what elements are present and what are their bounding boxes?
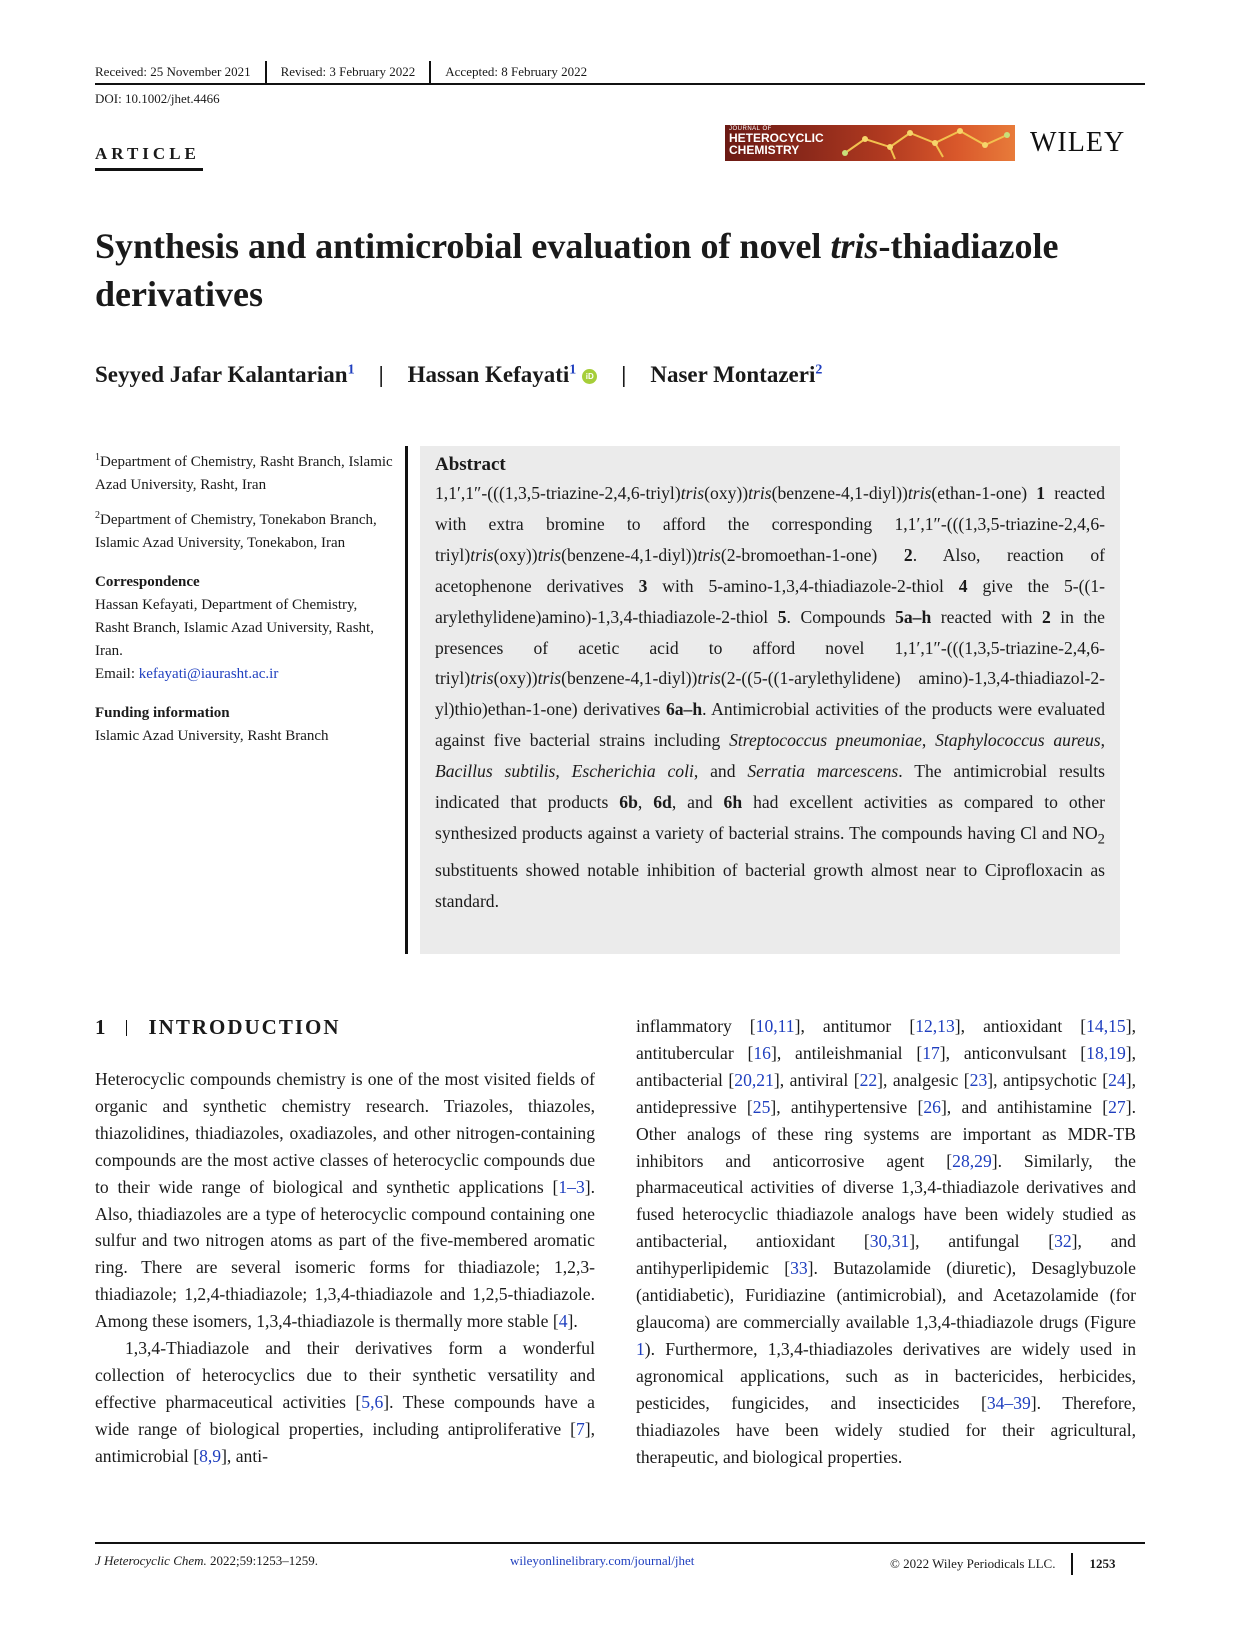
section-heading bbox=[95, 1015, 341, 1040]
body-paragraph: Heterocyclic compounds chemistry is one of the most visited fields of organic and synthetic chemistry research. Triazoles, thiazoles, thiazolidines, thiadiazoles, oxadiazoles, and other nitrogen-containing compounds are the most active classes of heterocyclic compounds due to their wide range of biological and synthetic applications [1–3]. Also, thiadiazoles are a type of heterocyclic compound containing one sulfur and two nitrogen atoms as part of the five-membered aromatic ring. There are several isomeric forms for thiadiazole; 1,2,3-thiadiazole; 1,2,4-thiadiazole; 1,3,4-thiadiazole and 1,2,5-thiadiazole. Among these isomers, 1,3,4-thiadiazole is thermally more stable [4]. bbox=[95, 1069, 595, 1332]
orcid-icon[interactable]: iD bbox=[582, 369, 597, 384]
journal-url-link[interactable]: wileyonlinelibrary.com/journal/jhet bbox=[510, 1553, 695, 1568]
copyright-text: © 2022 Wiley Periodicals LLC. bbox=[890, 1556, 1056, 1571]
citation-link[interactable]: 5,6 bbox=[361, 1391, 384, 1412]
citation-link[interactable]: 32 bbox=[1054, 1231, 1072, 1252]
figure-link[interactable]: 1 bbox=[636, 1338, 645, 1359]
journal-logo-line3: CHEMISTRY bbox=[729, 143, 800, 157]
body-column-left bbox=[95, 1066, 595, 1470]
email-link[interactable]: kefayati@iaurasht.ac.ir bbox=[138, 666, 279, 682]
abstract-text: 1,1′,1″-(((1,3,5-triazine-2,4,6-triyl)tris(oxy))tris(benzene-4,1-diyl))tris(ethan-1-one) 1 reacted with extra bromine to afford the corresponding 1,1′,1″-(((1,3,5-triazine-2,4,6-triyl)tris(oxy))tris(benzene-4,1-diyl))tris(2-bromoethan-1-one) 2. Also, reaction of acetophenone derivatives 3 with 5-amino-1,3,4-thiadiazole-2-thiol 4 give the 5-((1-arylethylidene)amino)-1,3,4-thiadiazole-2-thiol 5. Compounds 5a–h reacted with 2 in the presences of acetic acid to afford novel 1,1′,1″-(((1,3,5-triazine-2,4,6-triyl)tris(oxy))tris(benzene-4,1-diyl))tris(2-((5-((1-arylethylidene) amino)-1,3,4-thiadiazol-2-yl)thio)ethan-1-one) derivatives 6a–h. Antimicrobial activities of the products were evaluated against five bacterial strains including Streptococcus pneumoniae, Staphylococcus aureus, Bacillus subtilis, Escherichia coli, and Serratia marcescens. The antimicrobial results indicated that products 6b, 6d, and 6h had excellent activities as compared to other synthesized products against a variety of bacterial strains. The compounds having Cl and $NO_2$ substituents showed notable inhibition of bacterial growth almost near to Ciprofloxacin as standard. bbox=[435, 483, 1105, 912]
citation-link[interactable]: 14,15 bbox=[1086, 1016, 1126, 1036]
citation-link[interactable]: 26 bbox=[923, 1096, 941, 1117]
body-paragraph: 1,3,4-Thiadiazole and their derivatives form a wonderful collection of heterocyclics due to their synthetic versatility and effective pharmaceutical activities [5,6]. These compounds have a wide range of biological properties, including antiproliferative [7], antimicrobial [8,9], anti- bbox=[95, 1338, 595, 1466]
section-number: 1 bbox=[95, 1015, 108, 1039]
citation-link[interactable]: 17 bbox=[922, 1042, 940, 1063]
citation-link[interactable]: 24 bbox=[1108, 1069, 1126, 1090]
citation-link[interactable]: 8,9 bbox=[199, 1445, 222, 1466]
citation-link[interactable]: 34–39 bbox=[986, 1392, 1031, 1413]
doi: DOI: 10.1002/jhet.4466 bbox=[95, 91, 220, 106]
citation-link[interactable]: 12,13 bbox=[915, 1016, 955, 1036]
affiliation: $^1$Department of Chemistry, Rasht Branch, Islamic Azad University, Rasht, Iran bbox=[95, 452, 393, 493]
citation-link[interactable]: 20,21 bbox=[734, 1069, 774, 1090]
received-date: Received: 25 November 2021 bbox=[95, 64, 251, 79]
affiliation: $^2$Department of Chemistry, Tonekabon Branch, Islamic Azad University, Tonekabon, Iran bbox=[95, 510, 377, 551]
divider bbox=[265, 61, 267, 83]
divider bbox=[1071, 1553, 1073, 1575]
abstract-heading: Abstract bbox=[435, 454, 506, 475]
citation-link[interactable]: 16 bbox=[753, 1042, 771, 1063]
footer-copyright bbox=[890, 1553, 1115, 1575]
citation-link[interactable]: 25 bbox=[752, 1096, 771, 1117]
author-list bbox=[95, 362, 822, 388]
revised-date: Revised: 3 February 2022 bbox=[280, 64, 416, 79]
section-divider bbox=[126, 1020, 127, 1036]
abstract-rule bbox=[405, 446, 408, 954]
body-paragraph: inflammatory [10,11], antitumor [12,13], antioxidant [14,15], antitubercular [16], antileishmanial [17], anticonvulsant [18,19], antibacterial [20,21], antiviral [22], analgesic [23], antipsychotic [24], antidepressive [25], antihypertensive [26], and antihistamine [27]. Other analogs of these ring systems are important as MDR-TB inhibitors and anticorrosive agent [28,29]. Similarly, the pharmaceutical activities of diverse 1,3,4-thiadiazole derivatives and fused heterocyclic thiadiazole analogs have been widely studied as antibacterial, antioxidant [30,31], antifungal [32], and antihyperlipidemic [33]. Butazolamide (diuretic), Desaglybuzole (antidiabetic), Furidiazine (antimicrobial), and Acetazolamide (for glaucoma) are commercially available 1,3,4-thiadiazole drugs (Figure 1). Furthermore, 1,3,4-thiadiazoles derivatives are widely used in agronomical applications, such as in bactericides, herbicides, pesticides, fungicides, and insecticides [34–39]. Therefore, thiadiazoles have been widely studied for their agricultural, therapeutic, and biological properties. bbox=[636, 1016, 1137, 1467]
citation-link[interactable]: 27 bbox=[1108, 1096, 1126, 1117]
divider bbox=[429, 61, 431, 83]
citation-link[interactable]: 33 bbox=[790, 1258, 808, 1279]
paper-title: Synthesis and antimicrobial evaluation of novel tris-thiadiazole derivatives bbox=[95, 226, 1059, 314]
correspondence-text: Hassan Kefayati, Department of Chemistry, Rasht Branch, Islamic Azad University, Rasht, Iran. Email: kefayati@iaurasht.ac.ir bbox=[95, 597, 374, 682]
article-dates bbox=[95, 61, 587, 83]
body-column-right bbox=[636, 1013, 1136, 1470]
funding-text: Islamic Azad University, Rasht Branch bbox=[95, 728, 329, 744]
molecule-graphic bbox=[835, 125, 1015, 161]
article-label-underline bbox=[95, 168, 203, 171]
author-name[interactable]: Hassan Kefayati$^1$ iD bbox=[408, 362, 598, 388]
abstract-box bbox=[420, 446, 1120, 954]
footer-rule bbox=[95, 1542, 1145, 1544]
citation-link[interactable]: 18,19 bbox=[1086, 1042, 1126, 1063]
author-separator: | bbox=[378, 362, 384, 387]
journal-logo-line2: HETEROCYCLIC bbox=[729, 131, 824, 145]
author-name[interactable]: Naser Montazeri$^2$ bbox=[650, 362, 823, 387]
header-rule bbox=[95, 83, 1145, 85]
footer-citation: J Heterocyclic Chem. 2022;59:1253–1259. bbox=[95, 1553, 319, 1568]
article-type-label: ARTICLE bbox=[95, 144, 200, 163]
journal-logo-line1: JOURNAL OF bbox=[729, 126, 772, 132]
author-separator: | bbox=[621, 362, 627, 387]
citation-link[interactable]: 23 bbox=[969, 1069, 988, 1090]
section-title: INTRODUCTION bbox=[148, 1015, 341, 1039]
citation-link[interactable]: 28,29 bbox=[952, 1150, 992, 1171]
citation-link[interactable]: 4 bbox=[558, 1311, 568, 1332]
citation-link[interactable]: 22 bbox=[859, 1069, 878, 1090]
author-name[interactable]: Seyyed Jafar Kalantarian$^1$ bbox=[95, 362, 355, 387]
journal-logo bbox=[725, 125, 1015, 161]
citation-link[interactable]: 1–3 bbox=[558, 1176, 585, 1197]
citation-link[interactable]: 10,11 bbox=[755, 1016, 795, 1036]
citation-link[interactable]: 30,31 bbox=[869, 1231, 910, 1252]
correspondence-heading: Correspondence bbox=[95, 574, 200, 590]
citation-link[interactable]: 7 bbox=[575, 1418, 585, 1439]
accepted-date: Accepted: 8 February 2022 bbox=[445, 64, 588, 79]
publisher-logo: WILEY bbox=[1030, 127, 1126, 158]
affiliations-sidebar bbox=[95, 446, 395, 755]
funding-heading: Funding information bbox=[95, 705, 230, 721]
page-number: 1253 bbox=[1089, 1556, 1116, 1571]
